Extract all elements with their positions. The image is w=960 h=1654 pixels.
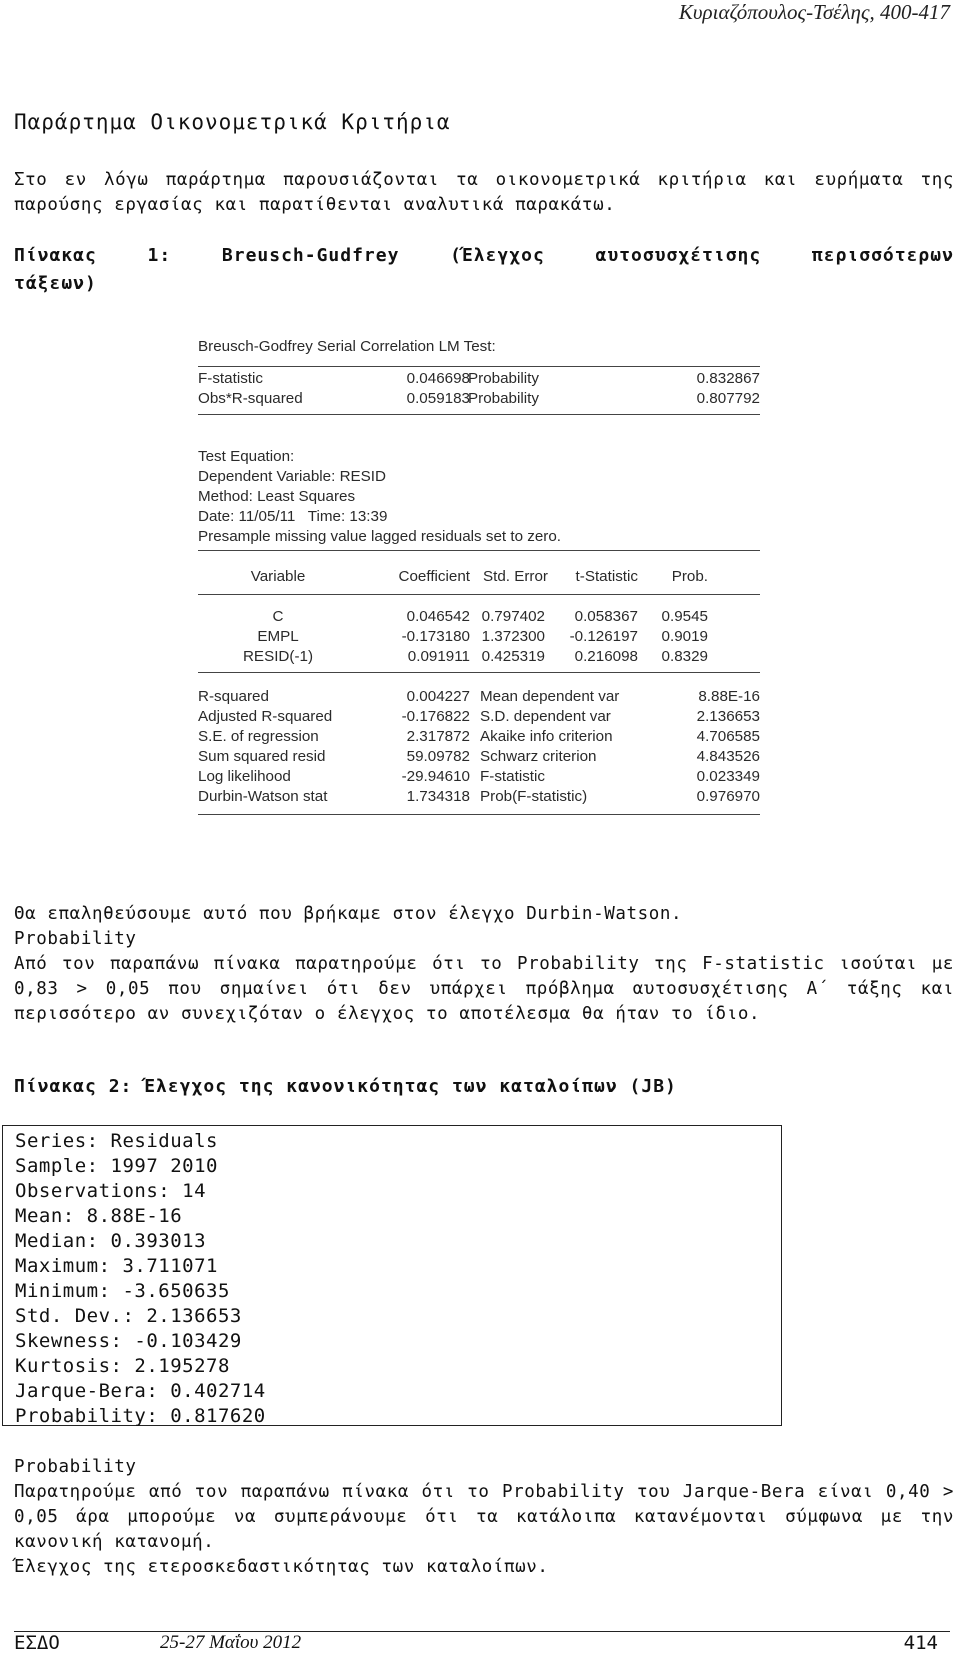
ev-top-prob-label: Probability [468,370,539,387]
ev-stat-value: 2.317872 [406,728,470,745]
ev-coef-t: -0.126197 [569,628,638,645]
ev-coef-variable: EMPL [257,628,299,645]
ev-equation-line: Dependent Variable: RESID [198,468,386,485]
heteroskedasticity-heading: Έλεγχος της ετεροσκεδαστικότητας των καταλοίπων. [14,1557,549,1577]
finding-autocorrelation: Από τον παραπάνω πίνακα παρατηρούμε ότι το Probability της F-statistic ισούται με 0,83 > 0,05 που σημαίνει ότι δεν υπάρχει πρόβλημα αυτοσυσχέτισης Α΄ τάξης και περισσότερο αν συνεχιζόταν ο έλεγχος το αποτέλεσμα θα ήταν το ίδιο. [14,954,954,1024]
ev-coef-se: 0.425319 [481,648,545,665]
table1-caption-word: περισσότερων [811,245,954,266]
footer-date: 25-27 Μαΐου 2012 [160,1632,302,1653]
residuals-line: Minimum: -3.650635 [15,1280,230,1302]
footer-rule [14,1631,950,1632]
ev-stat-value: 2.136653 [696,708,760,725]
ev-stat-label: Durbin-Watson stat [198,788,328,805]
table1-caption [14,242,954,298]
residuals-line: Kurtosis: 2.195278 [15,1355,230,1377]
residuals-line: Probability: 0.817620 [15,1405,266,1427]
ev-stat-label: Akaike info criterion [480,728,613,745]
ev-top-value: 0.059183 [406,390,470,407]
ev-stat-label: Log likelihood [198,768,291,785]
ev-stat-value: 0.023349 [696,768,760,785]
residuals-line: Jarque-Bera: 0.402714 [15,1380,266,1402]
ev-coef-t: 0.216098 [574,648,638,665]
residuals-line: Mean: 8.88E-16 [15,1205,183,1227]
ev-stat-label: S.E. of regression [198,728,319,745]
residuals-line: Observations: 14 [15,1180,207,1202]
ev-coef-value: 0.091911 [407,648,470,665]
residuals-line: Series: Residuals [15,1130,218,1152]
table1-caption-word: αυτοσυσχέτισης [595,245,762,266]
ev-stat-value: 0.976970 [696,788,760,805]
ev-top-prob-label: Probability [468,390,539,407]
breusch-godfrey-output [198,338,760,858]
ev-stat-label: Schwarz criterion [480,748,597,765]
ev-equation-line: Test Equation: [198,448,295,465]
ev-equation-line: Date: 11/05/11 Time: 13:39 [198,508,388,525]
ev-rule [198,414,760,415]
ev-col-header: t-Statistic [575,568,638,585]
table2-caption: Πίνακας 2: Έλεγχος της κανονικότητας των καταλοίπων (JB) [14,1076,677,1097]
ev-stat-value: 59.09782 [406,748,470,765]
ev-coef-variable: RESID(-1) [242,648,314,665]
ev-col-header: Prob. [671,568,708,585]
finding-normality: Παρατηρούμε από τον παραπάνω πίνακα ότι το Probability του Jarque-Bera είναι 0,40 > 0,05 άρα μπορούμε να συμπεράνουμε ότι τα κατάλοιπα κατανέμονται σύμφωνα με την κανονική κατανομή. [14,1482,954,1552]
ev-stat-value: 4.843526 [696,748,760,765]
ev-coef-se: 0.797402 [481,608,545,625]
ev-coef-value: 0.046542 [406,608,470,625]
probability-label: Probability [14,929,137,949]
ev-stat-label: S.D. dependent var [480,708,611,725]
intro-paragraph: Στο εν λόγω παράρτημα παρουσιάζονται τα οικονομετρικά κριτήρια και ευρήματα της παρούσης εργασίας και παρατίθενται αναλυτικά παρακάτω. [14,170,954,215]
table1-caption-word: 1: [147,245,172,266]
ev-stat-label: Mean dependent var [480,688,620,705]
ev-top-label: F-statistic [198,370,263,387]
table1-caption-line2: τάξεων) [14,273,97,294]
ev-coef-p: 0.9019 [661,628,708,645]
dw-text: Θα επαληθεύσουμε αυτό που βρήκαμε στον έλεγχο Durbin-Watson. [14,904,683,924]
ev-coef-variable: C [272,608,284,625]
ev-stat-value: 1.734318 [406,788,470,805]
ev-stat-value: 0.004227 [406,688,470,705]
ev-stat-value: -29.94610 [401,768,470,785]
ev-top-prob-value: 0.807792 [696,390,760,407]
ev-stat-value: -0.176822 [401,708,470,725]
appendix-title: Παράρτημα Οικονομετρικά Κριτήρια [14,110,451,134]
residuals-line: Std. Dev.: 2.136653 [15,1305,242,1327]
residuals-line: Maximum: 3.711071 [15,1255,218,1277]
ev-stat-label: R-squared [198,688,269,705]
table1-caption-word: (Έλεγχος [450,245,545,266]
ev-col-header: Std. Error [483,568,548,585]
ev-coef-se: 1.372300 [481,628,545,645]
ev-rule [198,550,760,551]
ev-coef-p: 0.9545 [661,608,708,625]
running-header: Κυριαζόπουλος-Τσέλης, 400-417 [678,0,950,24]
ev-stat-label: F-statistic [480,768,545,785]
ev-coef-value: -0.173180 [401,628,470,645]
residuals-line: Median: 0.393013 [15,1230,207,1252]
ev-coef-p: 0.8329 [661,648,708,665]
ev-stat-label: Adjusted R-squared [198,708,333,725]
ev-top-prob-value: 0.832867 [696,370,760,387]
ev-rule [198,672,760,673]
residuals-line: Skewness: -0.103429 [15,1330,242,1352]
table1-caption-word: Πίνακας [14,245,97,266]
residuals-line: Sample: 1997 2010 [15,1155,218,1177]
ev-col-header: Coefficient [398,568,470,585]
ev-stat-value: 8.88E-16 [698,688,760,705]
ev-rule [198,366,760,367]
ev-stat-value: 4.706585 [696,728,760,745]
footer-page-number: 414 [903,1632,938,1654]
ev-col-header: Variable [250,568,306,585]
ev-title: Breusch-Godfrey Serial Correlation LM Test: [198,338,496,355]
footer-journal: ΕΣΔΟ [14,1632,60,1654]
residuals-summary-box [2,1125,782,1426]
ev-stat-label: Sum squared resid [198,748,326,765]
ev-top-value: 0.046698 [406,370,470,387]
ev-rule [198,594,760,595]
ev-coef-t: 0.058367 [574,608,638,625]
table1-caption-word: Breusch-Gudfrey [221,245,400,266]
ev-top-label: Obs*R-squared [198,390,303,407]
ev-rule [198,814,760,815]
ev-equation-line: Method: Least Squares [198,488,356,505]
ev-stat-label: Prob(F-statistic) [480,788,588,805]
probability-label: Probability [14,1457,137,1477]
ev-equation-line: Presample missing value lagged residuals set to zero. [198,528,561,545]
